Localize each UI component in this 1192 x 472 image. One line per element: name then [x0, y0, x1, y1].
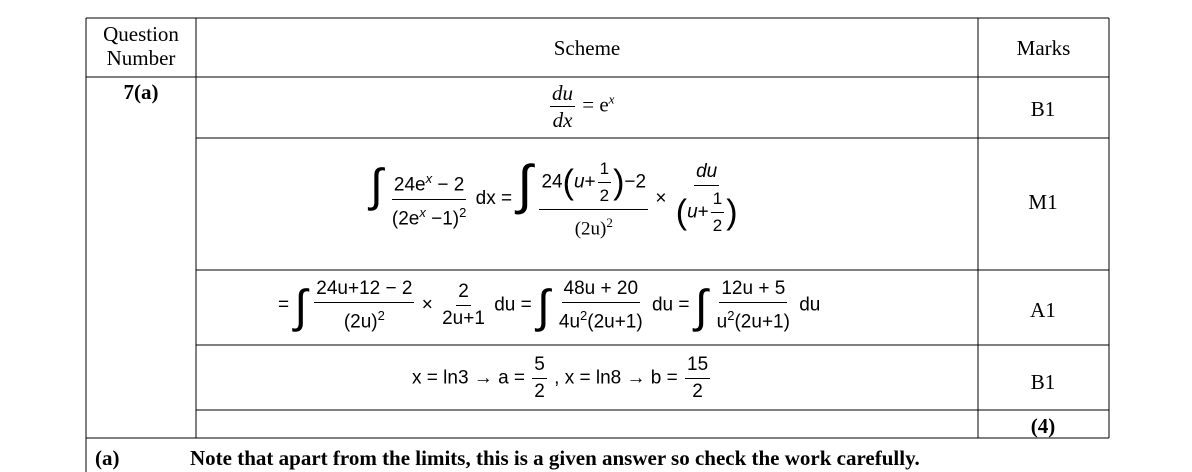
close-paren: ) [613, 163, 625, 202]
fraction-3 [557, 276, 645, 335]
lower-limit-text: x = ln3 → a = [412, 367, 526, 389]
integral-sign-1: ∫ [370, 159, 383, 212]
fraction-2 [440, 279, 487, 332]
substituted-denominator [573, 210, 615, 242]
half-num: 1 [598, 156, 611, 183]
half-den: 2 [599, 186, 610, 205]
du-over-u-half [674, 159, 740, 239]
question-label: 7(a) [123, 80, 159, 104]
dx-equals: dx = [475, 188, 513, 210]
fraction-1-den [342, 303, 387, 335]
num-minus-2: − 2 [432, 174, 465, 196]
half-den-2: 2 [712, 216, 723, 236]
fraction-1 [314, 276, 414, 335]
dx-denominator: dx [552, 108, 573, 132]
num-24e: 24e [393, 174, 426, 196]
fraction-3-den [557, 303, 645, 335]
marks-header: Marks [1016, 36, 1071, 60]
den-u: u [687, 201, 698, 223]
times-sign: × [655, 188, 667, 210]
num-minus-2b: −2 [624, 171, 647, 193]
a-den: 2 [534, 381, 545, 402]
scheme-row-4-limits [412, 352, 712, 405]
den-plus: + [697, 201, 709, 223]
fraction-1-num: 24u+12 − 2 [314, 276, 414, 303]
u-plus-half-den [674, 186, 740, 239]
scheme-header: Scheme [553, 36, 621, 60]
fraction-4-den [715, 303, 792, 335]
question-number-header [86, 22, 196, 70]
den-2u-b: (2u) [343, 311, 378, 333]
num-exp: x [425, 171, 433, 187]
num-u: u [573, 171, 585, 193]
mark-row-4: B1 [1030, 370, 1056, 394]
mark-row-2: M1 [1028, 190, 1058, 214]
mark-row-3: A1 [1030, 298, 1056, 322]
scheme-row-2-substitution [370, 142, 742, 240]
den-exp: x [419, 204, 426, 220]
substituted-numerator [539, 156, 648, 210]
den-u-sq: 2 [727, 308, 735, 323]
num-24: 24 [541, 171, 563, 193]
close-paren-2: ) [726, 193, 738, 232]
exponent-x: x [608, 91, 615, 107]
den-4u: 4u [558, 311, 581, 333]
a-fraction [532, 352, 547, 405]
half-fraction [598, 156, 611, 209]
question-header-line1: Question [103, 22, 179, 46]
b-fraction [685, 352, 710, 405]
a-num: 5 [532, 352, 547, 379]
open-paren-2: ( [675, 193, 688, 232]
times-sign-2: × [421, 294, 433, 316]
den-4u-sq: 2 [580, 308, 588, 323]
du-equals-2: du = [651, 294, 690, 316]
integral-sign-2: ∫ [517, 155, 533, 216]
original-denominator [390, 200, 468, 232]
den-2u: (2u) [574, 218, 607, 240]
fraction-4 [715, 276, 792, 335]
den-u: u [716, 311, 728, 333]
equals-sign: = [278, 294, 290, 316]
mark-total: (4) [1030, 414, 1056, 438]
open-paren: ( [562, 163, 574, 202]
den-2u-b-sq: 2 [377, 308, 385, 323]
half-fraction-2 [711, 186, 724, 239]
du-numerator: du [552, 81, 573, 105]
substituted-integrand [539, 156, 648, 242]
den-2u-square: 2 [606, 215, 613, 230]
integral-sign-5: ∫ [694, 279, 708, 332]
original-integrand [390, 166, 468, 232]
question-header-line2: Number [106, 46, 176, 70]
fraction-4-num: 12u + 5 [719, 276, 787, 303]
b-den: 2 [692, 381, 703, 402]
scheme-row-3-simplification [278, 276, 820, 335]
mark-row-1: B1 [1030, 97, 1056, 121]
du-num: du [694, 159, 719, 186]
scheme-row-1-derivative [548, 80, 614, 133]
den-2e: (2e [391, 207, 420, 229]
upper-limit-text: , x = ln8 → b = [554, 367, 678, 389]
notes-text: Note that apart from the limits, this is a given answer so check the work carefully. [190, 446, 920, 470]
den-minus-1: −1) [425, 207, 460, 229]
b-num: 15 [685, 352, 710, 379]
den-2u-plus-1: (2u+1) [587, 311, 643, 333]
den-2u-plus-1-b: (2u+1) [734, 311, 790, 333]
num-plus: + [584, 171, 596, 193]
integral-sign-4: ∫ [536, 279, 550, 332]
du-dx-fraction [550, 80, 575, 133]
fraction-2-num: 2 [456, 279, 471, 306]
notes-label: (a) [95, 446, 120, 470]
half-num-2: 1 [711, 186, 724, 213]
du-final: du [799, 294, 821, 316]
du-equals-1: du = [494, 294, 532, 316]
fraction-2-den: 2u+1 [442, 308, 485, 330]
equals-e: = e [582, 92, 609, 117]
fraction-3-num: 48u + 20 [562, 276, 641, 303]
original-numerator [392, 166, 466, 199]
integral-sign-3: ∫ [294, 279, 307, 332]
den-square: 2 [459, 204, 467, 220]
